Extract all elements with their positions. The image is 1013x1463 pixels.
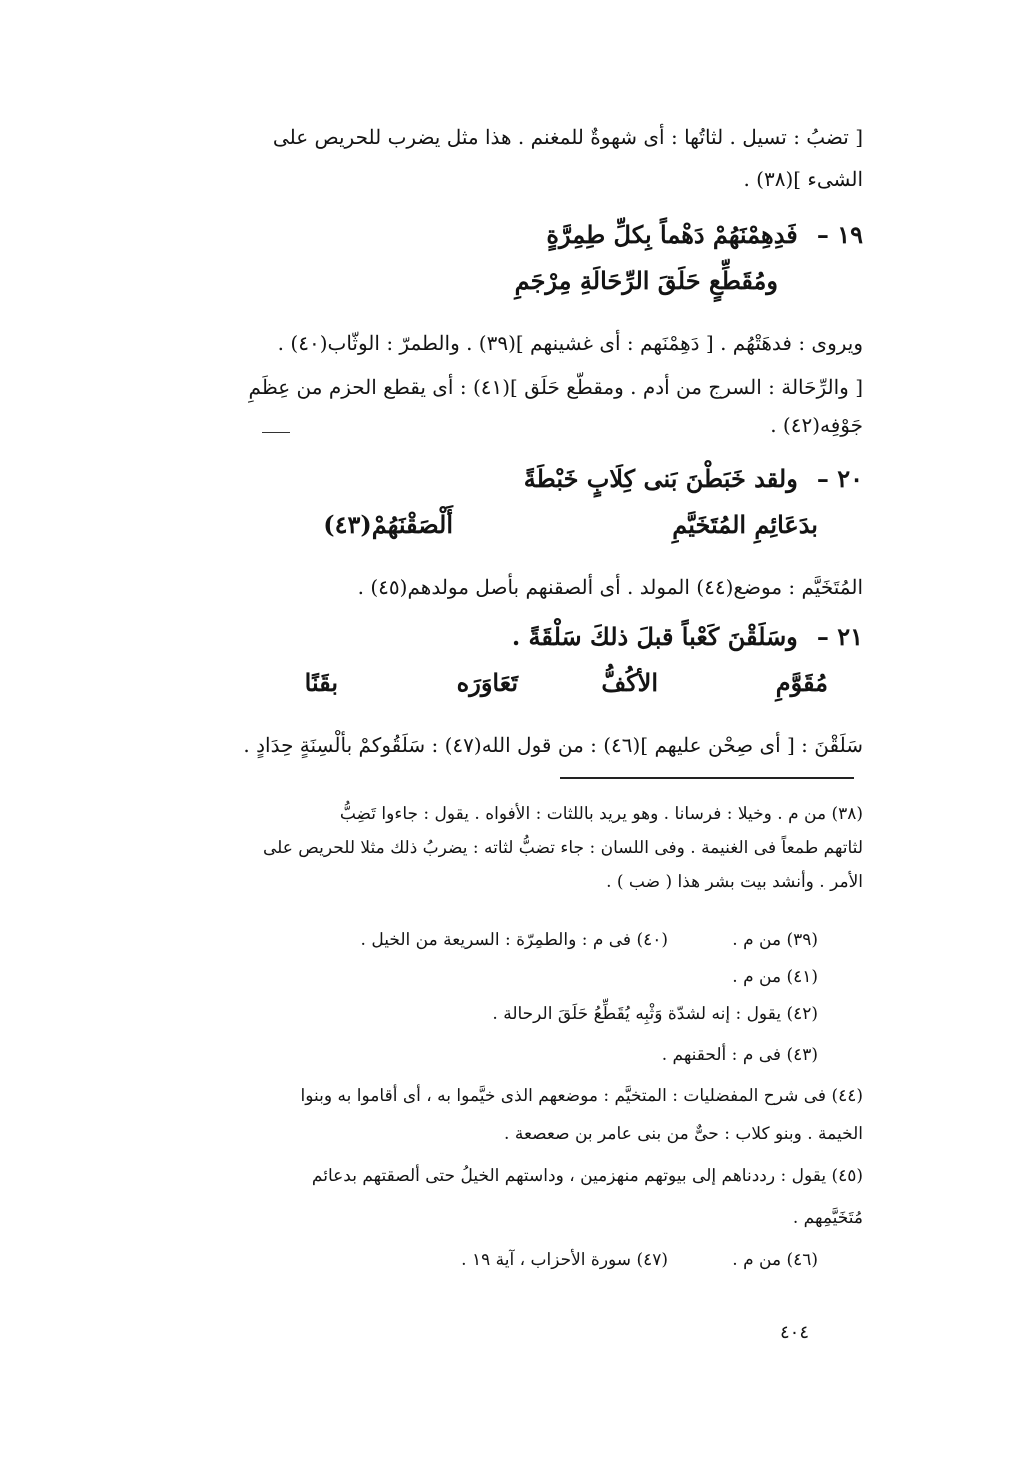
commentary-line: [ تضبُ : تسيل . لثاتُها : أى شهوةٌ للمغنم . هذا مثل يضرب للحريص على	[272, 125, 863, 149]
verse-21-hemistich-2d: مُقَوَّمِ	[775, 668, 828, 697]
footnote-42: (٤٢) يقول : إنه لشدّة وَثْبِه يُقَطِّعُ حَلَقَ الرحالة .	[492, 1004, 818, 1024]
footnote-38-cont: لثاتهم طمعاً فى الغنيمة . وفى اللسان : جاء تضبُّ لثاته : يضربُ ذلك مثلا للحريص على	[262, 838, 863, 858]
verse-20-hemistich-1	[153, 462, 863, 497]
footnote-45-cont: مُتَخَيَّمِهم .	[792, 1208, 863, 1228]
verse-20-hemistich-2a: أَلْصَقْنَهُمْ(٤٣)	[323, 510, 453, 539]
footnote-38-cont: الأمر . وأنشد بيت بشر هذا ( ضب ) .	[606, 872, 863, 892]
verse-20-hemistich-2b: بدَعَائِمِ المُتَخَيَّمِ	[672, 510, 818, 539]
verse-number: ٢١ –	[816, 622, 863, 651]
verse-21-hemistich-1	[153, 620, 863, 655]
verse-number: ١٩ –	[816, 220, 863, 249]
commentary-line: [ والرِّحَالة : السرج من أدم . ومقطّع حَلَق ](٤١) : أى يقطع الحزم من عِظَمِ	[248, 375, 863, 399]
divider-dash	[262, 432, 290, 433]
footnote-43: (٤٣) فى م : ألحقنهم .	[661, 1045, 818, 1065]
footnote-38: (٣٨) من م . وخيلا : فرسانا . وهو يريد باللثات : الأفواه . يقول : جاءوا تَضِبُّ	[339, 804, 863, 824]
verse-text: ولقد خَبَطْنَ بَنى كِلَابٍ خَبْطَةً	[523, 464, 798, 493]
footnote-47: (٤٧) سورة الأحزاب ، آية ١٩ .	[461, 1250, 668, 1270]
footnote-44-cont: الخيمة . وبنو كلاب : حىٌّ من بنى عامر بن صعصعة .	[504, 1124, 863, 1144]
commentary-line: ويروى : فدهَتْهُم . [ دَهِمْنَهم : أى غشينهم ](٣٩) . والطمرّ : الوثّاب(٤٠) .	[277, 331, 863, 355]
commentary-line: الشىء ](٣٨) .	[743, 167, 863, 191]
footnote-45: (٤٥) يقول : رددناهم إلى بيوتهم منهزمين ، وداستهم الخيلُ حتى ألصقتهم بدعائم	[311, 1166, 863, 1186]
verse-number: ٢٠ –	[816, 464, 863, 493]
verse-21-hemistich-2a: بقَنًا	[304, 668, 338, 697]
commentary-line: سَلَقْنَ : [ أى صِحْن عليهم ](٤٦) : من قول الله(٤٧) : سَلَقُوكمْ بألْسِنَةٍ حِدَادٍ .	[243, 733, 863, 757]
footnote-39: (٣٩) من م .	[732, 930, 818, 950]
verse-text: وسَلَقْنَ كَعْباً قبلَ ذلكَ سَلْقَةً .	[511, 622, 798, 651]
footnote-41: (٤١) من م .	[732, 967, 818, 987]
commentary-line: المُتَخَيَّم : موضع(٤٤) المولد . أى ألصقنهم بأصل مولدهم(٤٥) .	[357, 575, 863, 599]
page-number: ٤٠٤	[780, 1322, 810, 1343]
footnote-46: (٤٦) من م .	[732, 1250, 818, 1270]
footnote-separator	[560, 777, 854, 779]
verse-21-hemistich-2b: تَعَاوَرَه	[456, 668, 518, 697]
verse-19-hemistich-2: ومُقَطِّعٍ حَلَقَ الرِّحَالَةِ مِرْجَمِ	[514, 266, 778, 295]
footnote-44: (٤٤) فى شرح المفضليات : المتخيَّم : موضعهم الذى خيَّموا به ، أى أقاموا به وبنوا	[300, 1086, 863, 1106]
verse-19-hemistich-1	[153, 218, 863, 253]
verse-21-hemistich-2c: الأكُفُّ	[601, 668, 658, 697]
footnote-40: (٤٠) فى م : والطمِرّة : السريعة من الخيل .	[360, 930, 668, 950]
commentary-line: جَوْفِه(٤٢) .	[770, 413, 863, 437]
verse-text: فَدِهِمْنَهُمْ دَهْماً بِكلِّ طِمِرَّةٍ	[546, 220, 798, 249]
